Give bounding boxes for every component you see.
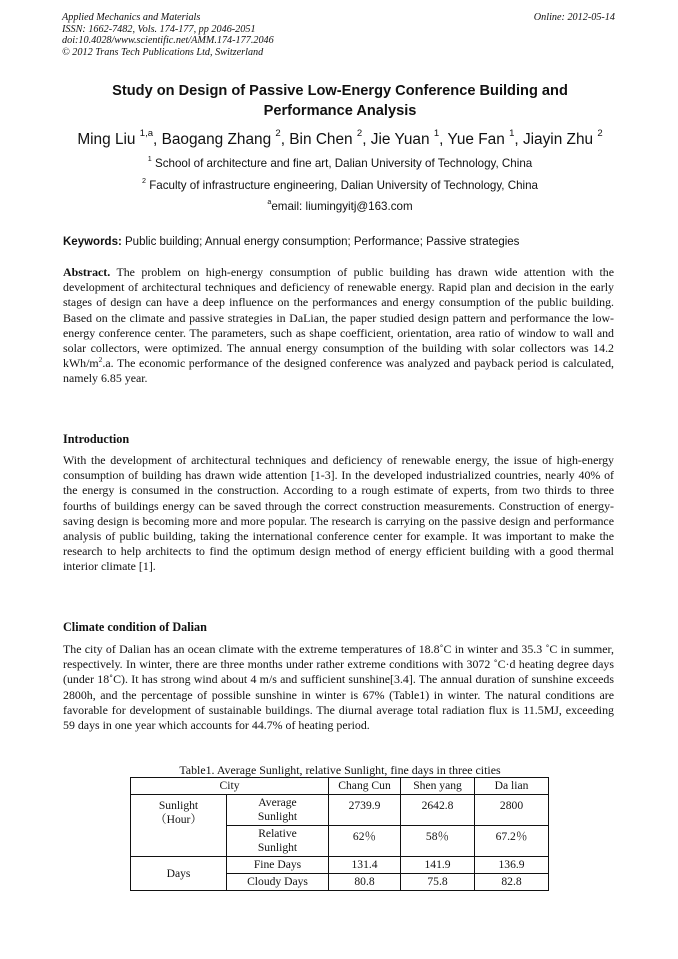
title-line-1: Study on Design of Passive Low-Energy Conference Building and: [112, 83, 568, 99]
climate-text: The city of Dalian has an ocean climate with the extreme temperatures of 18.8˚C in winter and 35.3 ˚C in summer, respectively. In winter, there are three months under rather extreme conditions with 3072 ˚C·d heating degree days (under 18˚C). It has strong wind about 4 m/s and sufficient sunshine[3.4]. The annual duration of sunshine exceeds 2800h, and the percentage of possible sunshine in winter is 67% (Table1) in winter. The natural conditions are favorable for development of sustainable buildings. The diurnal average total radiation flux is 11.5MJ, exceeding 59 days in one year which accounts for 44.7% of heating period.: [63, 642, 614, 733]
row-label-line: Relative: [258, 827, 297, 840]
table-cell: 2800: [475, 795, 549, 826]
affiliation-mark: 1: [147, 154, 152, 164]
keywords-text: Public building; Annual energy consumption; Performance; Passive strategies: [125, 236, 520, 248]
abstract-label: Abstract.: [63, 265, 111, 279]
group-label-line: （Hour）: [154, 813, 202, 826]
keywords-label: Keywords:: [63, 236, 122, 248]
row-label-line: Sunlight: [257, 841, 298, 854]
doi-line[interactable]: doi:10.4028/www.scientific.net/AMM.174-177.2046: [62, 35, 274, 47]
author-name: Ming Liu: [77, 131, 136, 148]
author-affiliation-mark: 2: [597, 128, 603, 140]
issn-line: ISSN: 1662-7482, Vols. 174-177, pp 2046-2051: [62, 23, 256, 35]
table-header-cell: Da lian: [475, 778, 549, 795]
abstract-superscript: 2: [98, 355, 103, 365]
author-name: Jiayin Zhu: [522, 131, 594, 148]
table-group-cell: [131, 795, 227, 857]
copyright-line: © 2012 Trans Tech Publications Ltd, Switzerland: [62, 46, 264, 58]
table-cell: 131.4: [329, 857, 401, 874]
journal-name: Applied Mechanics and Materials: [62, 12, 201, 23]
table-cell: 62％: [329, 826, 401, 857]
table-header-cell: Shen yang: [401, 778, 475, 795]
affiliation-2: [40, 176, 640, 193]
online-date: Online: 2012-05-14: [533, 12, 615, 23]
table-caption: Table1. Average Sunlight, relative Sunlight, fine days in three cities: [179, 763, 501, 777]
author-name: Baogang Zhang: [161, 131, 272, 148]
table-header-cell: Chang Cun: [329, 778, 401, 795]
table-row: [131, 857, 549, 874]
table-cell: 2642.8: [401, 795, 475, 826]
abstract-text-end: .a. The economic performance of the designed conference was analyzed and payback period is calculated, namely 6.85 year.: [63, 356, 614, 386]
table-row-label: Fine Days: [227, 857, 329, 874]
corresponding-email: [40, 197, 640, 214]
table-row: [131, 795, 549, 826]
table-row-label: [227, 826, 329, 857]
table-cell: 82.8: [475, 874, 549, 891]
author-affiliation-mark: 1: [509, 128, 515, 140]
journal-header: [62, 12, 274, 58]
paper-title: [60, 82, 620, 121]
author-affiliation-mark: 1: [433, 128, 440, 140]
abstract-text: The problem on high-energy consumption of public building has drawn wide attention with the development of architectural techniques and deficiency of renewable energy. Rapid plan and decision in the early stages of design can have a deep influence on the performances and energy consumption of the public building. Based on the climate and passive strategies in DaLian, the paper studied design pattern and performance the low-energy conference center. The parameters, such as shape coefficient, orientation, area ratio of window to wall and solar collectors, were optimized. The annual energy consumption of the building with solar collectors was 14.2 kWh/m: [63, 265, 615, 371]
introduction-heading: Introduction: [63, 432, 130, 446]
climate-heading: Climate condition of Dalian: [63, 620, 207, 634]
table-header-cell: City: [131, 778, 329, 795]
keywords: [63, 235, 615, 249]
sunlight-table: [130, 777, 549, 891]
email-text[interactable]: email: liumingyitj@163.com: [271, 200, 413, 213]
table-cell: 136.9: [475, 857, 549, 874]
author-affiliation-mark: 2: [356, 128, 363, 140]
table-cell: 141.9: [401, 857, 475, 874]
affiliation-mark: 2: [141, 176, 146, 186]
affiliation-text: School of architecture and fine art, Dalian University of Technology, China: [155, 157, 533, 170]
table-cell: 75.8: [401, 874, 475, 891]
table-group-cell: Days: [131, 857, 227, 891]
table-row-label: [227, 795, 329, 826]
author-list: Ming Liu $^{1,a}$, Baogang Zhang $^2$, Bin Chen $^2$, Jie Yuan $^1$, Yue Fan $^1$, Jiayin Zhu $^2$: [77, 128, 603, 148]
table-cell: 80.8: [329, 874, 401, 891]
author-name: Bin Chen: [289, 131, 353, 148]
affiliation-text: Faculty of infrastructure engineering, Dalian University of Technology, China: [149, 179, 539, 192]
affiliation-1: [40, 154, 640, 171]
title-line-2: Performance Analysis: [263, 102, 417, 119]
affiliation-mark: a: [267, 197, 272, 207]
author-affiliation-mark: 2: [275, 128, 281, 140]
row-label-line: Sunlight: [257, 810, 298, 823]
group-label-line: Sunlight: [158, 799, 199, 812]
author-name: Jie Yuan: [370, 131, 430, 148]
table-header-row: [131, 778, 549, 795]
table-cell: 67.2％: [475, 826, 549, 857]
author-affiliation-mark: 1,a: [139, 128, 154, 140]
row-label-line: Average: [258, 796, 297, 809]
abstract: [63, 265, 614, 387]
table-cell: 2739.9: [329, 795, 401, 826]
table-row-label: Cloudy Days: [227, 874, 329, 891]
table-cell: 58％: [401, 826, 475, 857]
introduction-text: With the development of architectural techniques and deficiency of renewable energy, the issue of high-energy consumption of building has drawn wide attention [1-3]. In the developed industrialized countries, nearly 40% of the energy is consumed in the construction. According to a rough estimate of experts, from two thirds to three fourths of buildings energy can be saved through the correct construction measurements. Construction of energy-saving design is becoming more and more popular. The research is carrying on the passive design and performance analysis of public building, taking the international conference center for example. It was important to make the research to help architects to find the optimum design method of energy efficient building with a good thermal interior climate [1].: [63, 453, 614, 574]
author-name: Yue Fan: [447, 131, 505, 148]
